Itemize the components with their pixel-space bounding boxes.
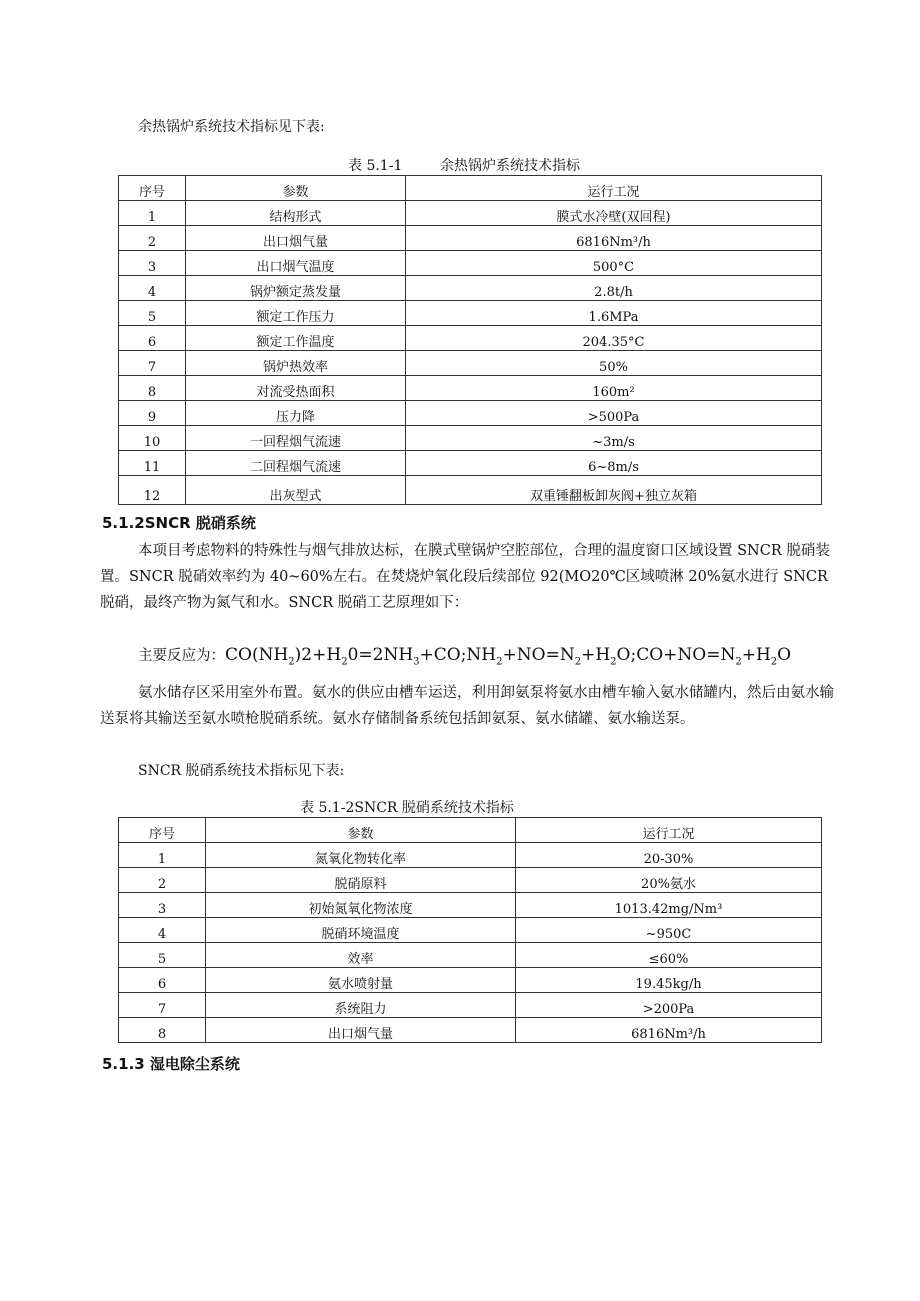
table-cell: 双重锤翻板卸灰阀+独立灰箱 <box>406 476 822 505</box>
table-row <box>119 226 822 251</box>
table-cell: 12 <box>119 476 186 505</box>
table-header-row <box>119 818 822 843</box>
reaction-formula: $CO(NH_2)2+H_20=2NH_3+CO;NH_2+NO=N_2+H_2O;CO+NO=N_2+H_2O$ <box>225 645 792 668</box>
table-row <box>119 968 822 993</box>
table-cell: 出口烟气温度 <box>186 251 406 276</box>
paragraph-ammonia-storage <box>100 680 840 732</box>
table-cell: 11 <box>119 451 186 476</box>
table-cell: 19.45kg/h <box>516 968 822 993</box>
table-cell: ≤60% <box>516 943 822 968</box>
intro-text-1: 余热锅炉系统技术指标见下表: <box>138 119 325 135</box>
table-cell: 脱硝环境温度 <box>206 918 516 943</box>
table-cell: 1.6MPa <box>406 301 822 326</box>
table-cell: 20-30% <box>516 843 822 868</box>
table-row <box>119 326 822 351</box>
table-row <box>119 401 822 426</box>
paragraph-text: 本项目考虑物料的特殊性与烟气排放达标，在膜式壁锅炉空腔部位，合理的温度窗口区域设置 SNCR 脱硝装置。SNCR 脱硝效率约为 40~60%左右。在焚烧炉氧化段后续部位 92(MO20℃区域喷淋 20%氨水进行 SNCR 脱硝，最终产物为氮气和水。SNCR 脱硝工艺原理如下： <box>100 543 830 611</box>
table-row <box>119 351 822 376</box>
table-cell: >200Pa <box>516 993 822 1018</box>
table-cell: 1 <box>119 201 186 226</box>
table-cell: 7 <box>119 993 206 1018</box>
table-cell: 1 <box>119 843 206 868</box>
table-cell: 额定工作压力 <box>186 301 406 326</box>
table-header-cell: 参数 <box>206 818 516 843</box>
table1-caption-number: 表 5.1-1 <box>348 158 403 174</box>
table-row <box>119 201 822 226</box>
table-cell: 6 <box>119 968 206 993</box>
table2-caption: 表 5.1-2SNCR 脱硝系统技术指标 <box>300 800 514 816</box>
table-cell: 6816Nm³/h <box>406 226 822 251</box>
table-cell: 160m² <box>406 376 822 401</box>
table-cell: 压力降 <box>186 401 406 426</box>
table-cell: 7 <box>119 351 186 376</box>
sncr-spec-table <box>118 817 822 1043</box>
table-cell: 9 <box>119 401 186 426</box>
table-row <box>119 893 822 918</box>
table-cell: 3 <box>119 251 186 276</box>
table-cell: 脱硝原料 <box>206 868 516 893</box>
table-cell: 5 <box>119 943 206 968</box>
table-row <box>119 868 822 893</box>
table-header-cell: 参数 <box>186 176 406 201</box>
table1-caption-title: 余热锅炉系统技术指标 <box>440 158 580 174</box>
table-cell: 锅炉热效率 <box>186 351 406 376</box>
table-row <box>119 993 822 1018</box>
table-cell: 出口烟气量 <box>186 226 406 251</box>
section-heading-5-1-2: 5.1.2SNCR 脱硝系统 <box>102 514 256 532</box>
table-header-cell: 运行工况 <box>406 176 822 201</box>
table-cell: 出口烟气量 <box>206 1018 516 1043</box>
table-row <box>119 943 822 968</box>
table-cell: 出灰型式 <box>186 476 406 505</box>
table-cell: 氮氧化物转化率 <box>206 843 516 868</box>
paragraph-sncr-intro <box>100 538 840 616</box>
table-row <box>119 276 822 301</box>
table-cell: 6816Nm³/h <box>516 1018 822 1043</box>
table-row <box>119 426 822 451</box>
table-cell: 二回程烟气流速 <box>186 451 406 476</box>
table-cell: 3 <box>119 893 206 918</box>
table-row <box>119 843 822 868</box>
table-cell: 50% <box>406 351 822 376</box>
boiler-spec-table <box>118 175 822 505</box>
table-cell: 膜式水冷壁(双回程) <box>406 201 822 226</box>
table-header-cell: 序号 <box>119 176 186 201</box>
table-cell: 4 <box>119 276 186 301</box>
table-row <box>119 301 822 326</box>
table-cell: 一回程烟气流速 <box>186 426 406 451</box>
table-cell: 对流受热面积 <box>186 376 406 401</box>
table-cell: 初始氮氧化物浓度 <box>206 893 516 918</box>
table-cell: 系统阻力 <box>206 993 516 1018</box>
table-cell: 氨水喷射量 <box>206 968 516 993</box>
table-cell: 结构形式 <box>186 201 406 226</box>
table-cell: 10 <box>119 426 186 451</box>
intro-text-2: SNCR 脱硝系统技术指标见下表: <box>138 763 345 779</box>
table-cell: 2.8t/h <box>406 276 822 301</box>
table-header-row <box>119 176 822 201</box>
table-cell: 2 <box>119 868 206 893</box>
table-cell: 效率 <box>206 943 516 968</box>
table-cell: 20%氨水 <box>516 868 822 893</box>
table-row <box>119 376 822 401</box>
table-cell: 1013.42mg/Nm³ <box>516 893 822 918</box>
table-row <box>119 918 822 943</box>
table-cell: 2 <box>119 226 186 251</box>
table-cell: ~950C <box>516 918 822 943</box>
table-cell: 5 <box>119 301 186 326</box>
table-row <box>119 251 822 276</box>
table-cell: ~3m/s <box>406 426 822 451</box>
reaction-equation <box>138 644 791 667</box>
table-cell: 500°C <box>406 251 822 276</box>
table-cell: 8 <box>119 1018 206 1043</box>
table-cell: >500Pa <box>406 401 822 426</box>
table-cell: 6 <box>119 326 186 351</box>
table-row <box>119 1018 822 1043</box>
table-cell: 204.35°C <box>406 326 822 351</box>
paragraph-text: 氨水储存区采用室外布置。氨水的供应由槽车运送，利用卸氨泵将氨水由槽车输入氨水储罐内，然后由氨水输送泵将其输送至氨水喷枪脱硝系统。氨水存储制备系统包括卸氨泵、氨水储罐、氨水输送泵。 <box>100 685 834 727</box>
table-cell: 6~8m/s <box>406 451 822 476</box>
table-cell: 额定工作温度 <box>186 326 406 351</box>
table-cell: 锅炉额定蒸发量 <box>186 276 406 301</box>
reaction-label: 主要反应为： <box>138 648 225 664</box>
table-cell: 4 <box>119 918 206 943</box>
table-row <box>119 451 822 476</box>
section-heading-5-1-3: 5.1.3 湿电除尘系统 <box>102 1055 240 1073</box>
table-header-cell: 序号 <box>119 818 206 843</box>
table-header-cell: 运行工况 <box>516 818 822 843</box>
table-row <box>119 476 822 505</box>
table-cell: 8 <box>119 376 186 401</box>
